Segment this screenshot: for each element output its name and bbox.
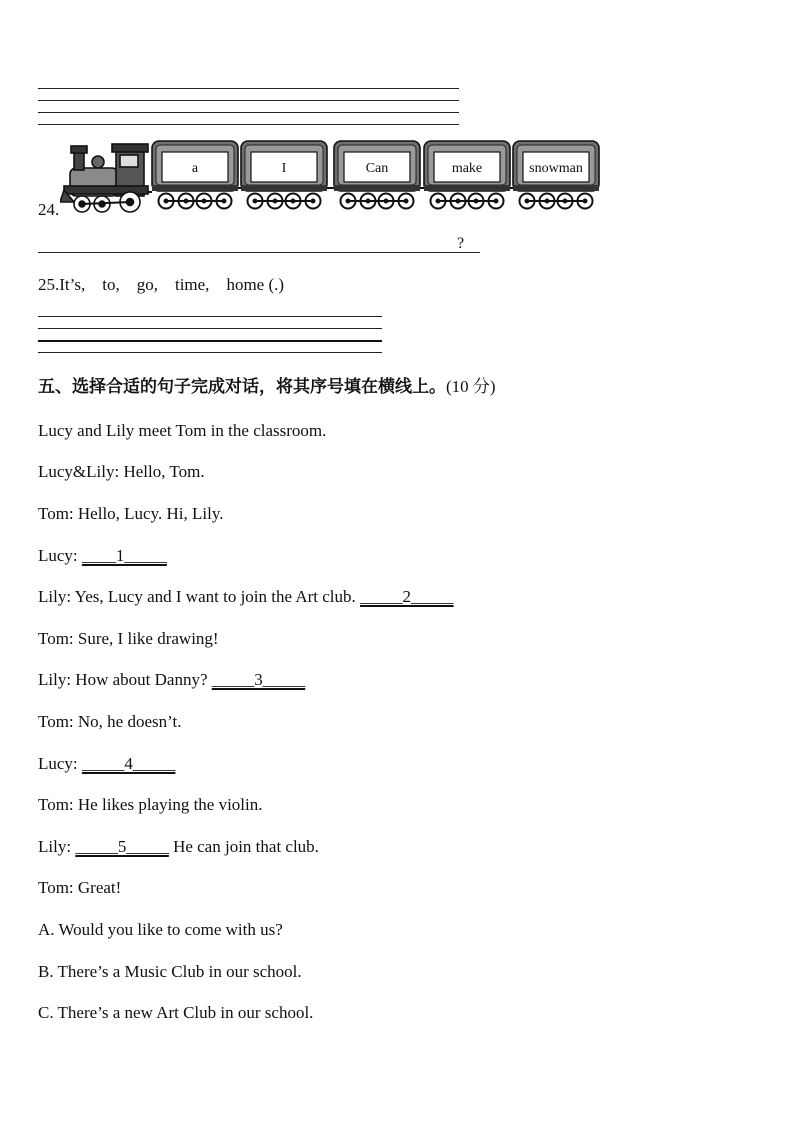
option-b: B. There’s a Music Club in our school. <box>38 962 302 981</box>
answer-blank-1[interactable]: ____1_____ <box>81 546 167 565</box>
q25-word: It’s, <box>59 275 86 294</box>
q25-word: go, <box>136 275 158 294</box>
dialogue-line: Lucy and Lily meet Tom in the classroom. <box>38 421 327 440</box>
dialogue-line <box>38 755 175 772</box>
dialogue-line: Tom: No, he doesn’t. <box>38 712 182 731</box>
section-5-score: (10 分) <box>446 377 496 396</box>
dialogue-line <box>38 838 319 855</box>
speaker-text: Lily: <box>38 837 76 856</box>
speaker-text: He can join that club. <box>168 837 319 856</box>
answer-line <box>38 124 459 125</box>
speaker-text: Lucy: <box>38 754 82 773</box>
train-car <box>424 141 510 209</box>
section-5-heading <box>38 378 496 396</box>
train-picture <box>60 138 605 216</box>
answer-line <box>38 112 459 113</box>
dialogue-line: Tom: Sure, I like drawing! <box>38 629 219 648</box>
dialogue-line: Tom: Great! <box>38 878 122 897</box>
dialogue-line: Tom: Hello, Lucy. Hi, Lily. <box>38 504 224 523</box>
q24-end-mark: ? <box>457 235 465 252</box>
q24-answer-line <box>38 252 480 253</box>
answer-line <box>38 316 382 317</box>
answer-line <box>38 100 459 101</box>
q25-word: home (.) <box>226 275 285 294</box>
train-car-word: a <box>191 161 199 176</box>
speaker-text: Lily: Yes, Lucy and I want to join the Art club. <box>38 587 361 606</box>
locomotive-icon <box>60 144 148 212</box>
dialogue-line <box>38 588 454 605</box>
q24-number: 24. <box>38 200 60 219</box>
answer-line <box>38 328 382 329</box>
option-c: C. There’s a new Art Club in our school. <box>38 1003 314 1022</box>
speaker-text: Lily: How about Danny? <box>38 670 212 689</box>
answer-blank-2[interactable]: _____2_____ <box>360 587 454 606</box>
option-a: A. Would you like to come with us? <box>38 920 283 939</box>
answer-blank-4[interactable]: _____4_____ <box>81 754 176 773</box>
answer-line <box>38 352 382 353</box>
dialogue-line <box>38 547 167 564</box>
q25-word: time, <box>174 275 210 294</box>
train-car-word: snowman <box>529 161 583 176</box>
dialogue-line: Lucy&Lily: Hello, Tom. <box>38 462 205 481</box>
train-car <box>513 141 599 209</box>
train-car-word: Can <box>365 161 389 176</box>
train-cars <box>152 141 599 209</box>
train-car-word: make <box>451 161 483 176</box>
train-car <box>152 141 238 209</box>
dialogue-line <box>38 671 305 688</box>
answer-line <box>38 88 459 89</box>
q25-word: to, <box>102 275 120 294</box>
q25-number: 25. <box>38 275 60 294</box>
train-car <box>334 141 420 209</box>
dialogue-line: Tom: He likes playing the violin. <box>38 795 263 814</box>
q25-prompt <box>38 276 284 293</box>
answer-blank-3[interactable]: _____3_____ <box>211 670 306 689</box>
train-car <box>241 141 327 209</box>
answer-line <box>38 340 382 342</box>
answer-blank-5[interactable]: _____5_____ <box>75 837 169 856</box>
speaker-text: Lucy: <box>38 546 82 565</box>
train-car-word: I <box>281 161 287 176</box>
section-5-title: 五、选择合适的句子完成对话，将其序号填在横线上。 <box>38 377 446 397</box>
